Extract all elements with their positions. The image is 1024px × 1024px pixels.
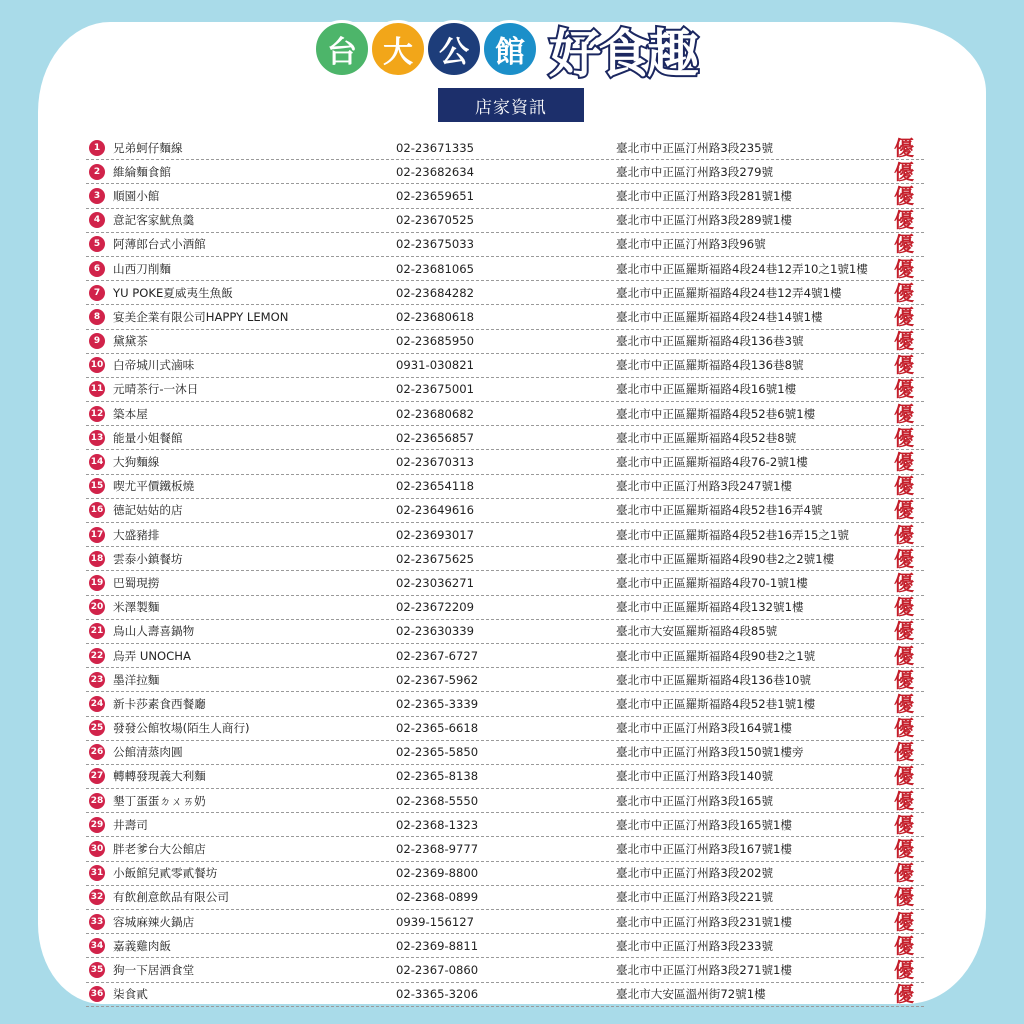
- logo-char-4: 館: [481, 20, 539, 78]
- store-row: [86, 450, 924, 474]
- store-number-badge: 17: [89, 527, 105, 543]
- section-banner: 店家資訊: [438, 88, 584, 122]
- store-address: 臺北市大安區溫州街72號1樓: [616, 987, 766, 1002]
- store-name: 容城麻辣火鍋店: [113, 914, 195, 929]
- store-address: 臺北市中正區汀州路3段247號1樓: [616, 479, 793, 494]
- store-phone: 02-2367-5962: [396, 672, 479, 687]
- store-address: 臺北市中正區羅斯福路4段24巷14號1樓: [616, 309, 823, 324]
- store-phone: 02-2365-6618: [396, 721, 479, 736]
- store-number-badge: 11: [89, 381, 105, 397]
- store-phone: 02-2365-3339: [396, 696, 479, 711]
- store-address: 臺北市中正區汀州路3段165號1樓: [616, 817, 793, 832]
- store-row: [86, 910, 924, 934]
- store-name: 公館清蒸肉圓: [113, 745, 183, 760]
- store-phone: 02-23675033: [396, 237, 474, 252]
- preferred-badge-icon: 優: [894, 546, 914, 571]
- store-number-badge: 5: [89, 236, 105, 252]
- store-address: 臺北市中正區羅斯福路4段52巷1號1樓: [616, 696, 816, 711]
- store-address: 臺北市中正區汀州路3段289號1樓: [616, 213, 793, 228]
- store-address: 臺北市中正區羅斯福路4段24巷12弄4號1樓: [616, 285, 842, 300]
- preferred-badge-icon: 優: [894, 401, 914, 426]
- store-address: 臺北市中正區汀州路3段271號1樓: [616, 962, 793, 977]
- preferred-badge-icon: 優: [894, 304, 914, 329]
- store-address: 臺北市中正區汀州路3段96號: [616, 237, 766, 252]
- preferred-badge-icon: 優: [894, 933, 914, 958]
- store-name: 胖老爹台大公館店: [113, 842, 206, 857]
- store-phone: 02-2365-8138: [396, 769, 479, 784]
- store-phone: 02-23630339: [396, 624, 474, 639]
- logo-char-2: 大: [369, 20, 427, 78]
- store-name: 發發公館牧場(陌生人商行): [113, 721, 250, 736]
- store-row: [86, 354, 924, 378]
- store-phone: 02-23656857: [396, 430, 474, 445]
- store-address: 臺北市大安區羅斯福路4段85號: [616, 624, 778, 639]
- preferred-badge-icon: 優: [894, 498, 914, 523]
- store-number-badge: 15: [89, 478, 105, 494]
- store-name: 兄弟蚵仔麵線: [113, 140, 183, 155]
- store-address: 臺北市中正區羅斯福路4段52巷16弄15之1號: [616, 527, 849, 542]
- store-number-badge: 24: [89, 696, 105, 712]
- store-number-badge: 1: [89, 140, 105, 156]
- store-phone: 02-2367-6727: [396, 648, 479, 663]
- preferred-badge-icon: 優: [894, 232, 914, 257]
- store-number-badge: 28: [89, 793, 105, 809]
- store-address: 臺北市中正區汀州路3段279號: [616, 164, 774, 179]
- store-phone: 02-23659651: [396, 188, 474, 203]
- store-row: [86, 209, 924, 233]
- store-address: 臺北市中正區羅斯福路4段52巷16弄4號: [616, 503, 823, 518]
- store-phone: 02-23675625: [396, 551, 474, 566]
- store-address: 臺北市中正區羅斯福路4段76-2號1樓: [616, 455, 808, 470]
- store-name: 大狗麵線: [113, 455, 160, 470]
- store-row: [86, 426, 924, 450]
- store-phone: 02-2368-5550: [396, 793, 479, 808]
- store-name: 米澤製麵: [113, 600, 160, 615]
- preferred-badge-icon: 優: [894, 643, 914, 668]
- store-address: 臺北市中正區汀州路3段231號1樓: [616, 914, 793, 929]
- store-phone: 02-23680618: [396, 309, 474, 324]
- store-row: [86, 523, 924, 547]
- preferred-badge-icon: 優: [894, 982, 914, 1007]
- store-name: 築本屋: [113, 406, 148, 421]
- store-phone: 02-23036271: [396, 575, 474, 590]
- store-phone: 02-2369-8800: [396, 866, 479, 881]
- store-phone: 02-23693017: [396, 527, 474, 542]
- store-number-badge: 12: [89, 406, 105, 422]
- store-row: [86, 257, 924, 281]
- store-address: 臺北市中正區羅斯福路4段90巷2之2號1樓: [616, 551, 835, 566]
- store-number-badge: 26: [89, 744, 105, 760]
- preferred-badge-icon: 優: [894, 474, 914, 499]
- logo: [313, 14, 723, 84]
- store-row: [86, 160, 924, 184]
- store-phone: 02-23685950: [396, 334, 474, 349]
- store-address: 臺北市中正區汀州路3段221號: [616, 890, 774, 905]
- store-phone: 02-2367-0860: [396, 962, 479, 977]
- store-phone: 02-2368-1323: [396, 817, 479, 832]
- store-row: [86, 620, 924, 644]
- store-row: [86, 233, 924, 257]
- preferred-badge-icon: 優: [894, 208, 914, 233]
- preferred-badge-icon: 優: [894, 957, 914, 982]
- store-row: [86, 934, 924, 958]
- store-row: [86, 644, 924, 668]
- store-number-badge: 14: [89, 454, 105, 470]
- store-address: 臺北市中正區羅斯福路4段90巷2之1號: [616, 648, 816, 663]
- store-name: 巴蜀現撈: [113, 575, 160, 590]
- store-row: [86, 136, 924, 160]
- store-row: [86, 330, 924, 354]
- store-number-badge: 13: [89, 430, 105, 446]
- store-phone: 02-23670313: [396, 455, 474, 470]
- preferred-badge-icon: 優: [894, 377, 914, 402]
- store-phone: 02-23672209: [396, 600, 474, 615]
- logo-tagline: 好食趣: [549, 24, 697, 85]
- store-phone: 02-23670525: [396, 213, 474, 228]
- store-row: [86, 765, 924, 789]
- preferred-badge-icon: 優: [894, 570, 914, 595]
- store-phone: 02-23654118: [396, 479, 474, 494]
- store-row: [86, 717, 924, 741]
- store-address: 臺北市中正區羅斯福路4段52巷6號1樓: [616, 406, 816, 421]
- store-number-badge: 36: [89, 986, 105, 1002]
- preferred-badge-icon: 優: [894, 159, 914, 184]
- store-number-badge: 7: [89, 285, 105, 301]
- store-number-badge: 35: [89, 962, 105, 978]
- store-phone: 02-23671335: [396, 140, 474, 155]
- preferred-badge-icon: 優: [894, 716, 914, 741]
- store-name: 柒食貳: [113, 987, 148, 1002]
- store-number-badge: 34: [89, 938, 105, 954]
- store-number-badge: 20: [89, 599, 105, 615]
- store-name: 黛黛茶: [113, 334, 148, 349]
- store-name: 轉轉發現義大利麵: [113, 769, 206, 784]
- store-name: YU POKE夏威夷生魚飯: [113, 285, 233, 300]
- store-row: [86, 862, 924, 886]
- logo-char-3: 公: [425, 20, 483, 78]
- store-address: 臺北市中正區羅斯福路4段16號1樓: [616, 382, 797, 397]
- store-row: [86, 547, 924, 571]
- store-phone: 02-2369-8811: [396, 938, 479, 953]
- store-address: 臺北市中正區羅斯福路4段24巷12弄10之1號1樓: [616, 261, 868, 276]
- store-name: 烏弄 UNOCHA: [113, 648, 191, 663]
- preferred-badge-icon: 優: [894, 595, 914, 620]
- store-row: [86, 305, 924, 329]
- preferred-badge-icon: 優: [894, 522, 914, 547]
- store-row: [86, 499, 924, 523]
- store-address: 臺北市中正區汀州路3段140號: [616, 769, 774, 784]
- store-name: 井壽司: [113, 817, 148, 832]
- store-name: 喫尤平價鐵板燒: [113, 479, 195, 494]
- store-row: [86, 983, 924, 1007]
- store-row: [86, 692, 924, 716]
- store-phone: 02-2365-5850: [396, 745, 479, 760]
- store-name: 元晴茶行-一沐日: [113, 382, 199, 397]
- store-row: [86, 596, 924, 620]
- store-phone: 02-3365-3206: [396, 987, 479, 1002]
- store-name: 維綸麵食館: [113, 164, 171, 179]
- store-name: 狗一下居酒食堂: [113, 962, 195, 977]
- store-address: 臺北市中正區汀州路3段281號1樓: [616, 188, 793, 203]
- store-address: 臺北市中正區汀州路3段233號: [616, 938, 774, 953]
- store-address: 臺北市中正區羅斯福路4段136巷10號: [616, 672, 811, 687]
- store-number-badge: 25: [89, 720, 105, 736]
- preferred-badge-icon: 優: [894, 619, 914, 644]
- store-row: [86, 813, 924, 837]
- store-row: [86, 789, 924, 813]
- store-number-badge: 27: [89, 768, 105, 784]
- store-phone: 02-2368-9777: [396, 842, 479, 857]
- store-row: [86, 668, 924, 692]
- store-name: 墨洋拉麵: [113, 672, 160, 687]
- store-address: 臺北市中正區汀州路3段202號: [616, 866, 774, 881]
- preferred-badge-icon: 優: [894, 667, 914, 692]
- preferred-badge-icon: 優: [894, 135, 914, 160]
- store-row: [86, 281, 924, 305]
- store-number-badge: 33: [89, 914, 105, 930]
- store-name: 阿薄郎台式小酒館: [113, 237, 206, 252]
- store-number-badge: 21: [89, 623, 105, 639]
- preferred-badge-icon: 優: [894, 353, 914, 378]
- store-phone: 02-23681065: [396, 261, 474, 276]
- preferred-badge-icon: 優: [894, 909, 914, 934]
- store-number-badge: 19: [89, 575, 105, 591]
- store-address: 臺北市中正區汀州路3段150號1樓旁: [616, 745, 804, 760]
- store-address: 臺北市中正區汀州路3段167號1樓: [616, 842, 793, 857]
- store-address: 臺北市中正區羅斯福路4段136巷3號: [616, 334, 804, 349]
- store-name: 白帝城川式滷味: [113, 358, 195, 373]
- preferred-badge-icon: 優: [894, 812, 914, 837]
- logo-char-1: 台: [313, 20, 371, 78]
- preferred-badge-icon: 優: [894, 329, 914, 354]
- store-address: 臺北市中正區羅斯福路4段136巷8號: [616, 358, 804, 373]
- preferred-badge-icon: 優: [894, 183, 914, 208]
- store-row: [86, 741, 924, 765]
- store-phone: 02-23649616: [396, 503, 474, 518]
- store-row: [86, 378, 924, 402]
- preferred-badge-icon: 優: [894, 256, 914, 281]
- store-number-badge: 30: [89, 841, 105, 857]
- store-name: 雲泰小鎮餐坊: [113, 551, 183, 566]
- store-address: 臺北市中正區羅斯福路4段132號1樓: [616, 600, 804, 615]
- preferred-badge-icon: 優: [894, 861, 914, 886]
- store-row: [86, 475, 924, 499]
- preferred-badge-icon: 優: [894, 837, 914, 862]
- store-name: 墾丁蛋蛋ㄉㄨㄞ奶: [113, 793, 206, 808]
- store-address: 臺北市中正區汀州路3段235號: [616, 140, 774, 155]
- preferred-badge-icon: 優: [894, 764, 914, 789]
- store-phone: 02-23680682: [396, 406, 474, 421]
- store-row: [86, 958, 924, 982]
- store-row: [86, 886, 924, 910]
- store-number-badge: 10: [89, 357, 105, 373]
- store-name: 意記客家魷魚羹: [113, 213, 195, 228]
- store-phone: 0939-156127: [396, 914, 474, 929]
- store-name: 嘉義雞肉飯: [113, 938, 171, 953]
- store-row: [86, 184, 924, 208]
- store-name: 小飯館兒貳零貳餐坊: [113, 866, 218, 881]
- store-phone: 02-23682634: [396, 164, 474, 179]
- preferred-badge-icon: 優: [894, 425, 914, 450]
- store-phone: 02-2368-0899: [396, 890, 479, 905]
- store-name: 鳥山人壽喜鍋物: [113, 624, 195, 639]
- preferred-badge-icon: 優: [894, 691, 914, 716]
- store-number-badge: 23: [89, 672, 105, 688]
- store-number-badge: 3: [89, 188, 105, 204]
- store-phone: 0931-030821: [396, 358, 474, 373]
- store-number-badge: 6: [89, 261, 105, 277]
- store-number-badge: 4: [89, 212, 105, 228]
- store-name: 宴美企業有限公司HAPPY LEMON: [113, 309, 289, 324]
- store-name: 大盛豬排: [113, 527, 160, 542]
- store-number-badge: 9: [89, 333, 105, 349]
- preferred-badge-icon: 優: [894, 740, 914, 765]
- store-phone: 02-23675001: [396, 382, 474, 397]
- store-number-badge: 31: [89, 865, 105, 881]
- store-address: 臺北市中正區羅斯福路4段70-1號1樓: [616, 575, 808, 590]
- preferred-badge-icon: 優: [894, 788, 914, 813]
- store-phone: 02-23684282: [396, 285, 474, 300]
- store-number-badge: 8: [89, 309, 105, 325]
- store-name: 山西刀削麵: [113, 261, 171, 276]
- store-number-badge: 16: [89, 502, 105, 518]
- store-name: 有飲創意飲品有限公司: [113, 890, 229, 905]
- store-number-badge: 32: [89, 889, 105, 905]
- store-row: [86, 571, 924, 595]
- store-number-badge: 29: [89, 817, 105, 833]
- store-name: 能量小姐餐館: [113, 430, 183, 445]
- store-name: 順園小館: [113, 188, 160, 203]
- store-name: 德記姑姑的店: [113, 503, 183, 518]
- store-number-badge: 18: [89, 551, 105, 567]
- preferred-badge-icon: 優: [894, 885, 914, 910]
- preferred-badge-icon: 優: [894, 450, 914, 475]
- store-name: 新卡莎素食西餐廳: [113, 696, 206, 711]
- store-number-badge: 22: [89, 648, 105, 664]
- preferred-badge-icon: 優: [894, 280, 914, 305]
- store-address: 臺北市中正區汀州路3段164號1樓: [616, 721, 793, 736]
- store-address: 臺北市中正區羅斯福路4段52巷8號: [616, 430, 797, 445]
- store-list: [86, 136, 924, 1007]
- store-row: [86, 402, 924, 426]
- store-address: 臺北市中正區汀州路3段165號: [616, 793, 774, 808]
- store-number-badge: 2: [89, 164, 105, 180]
- store-row: [86, 837, 924, 861]
